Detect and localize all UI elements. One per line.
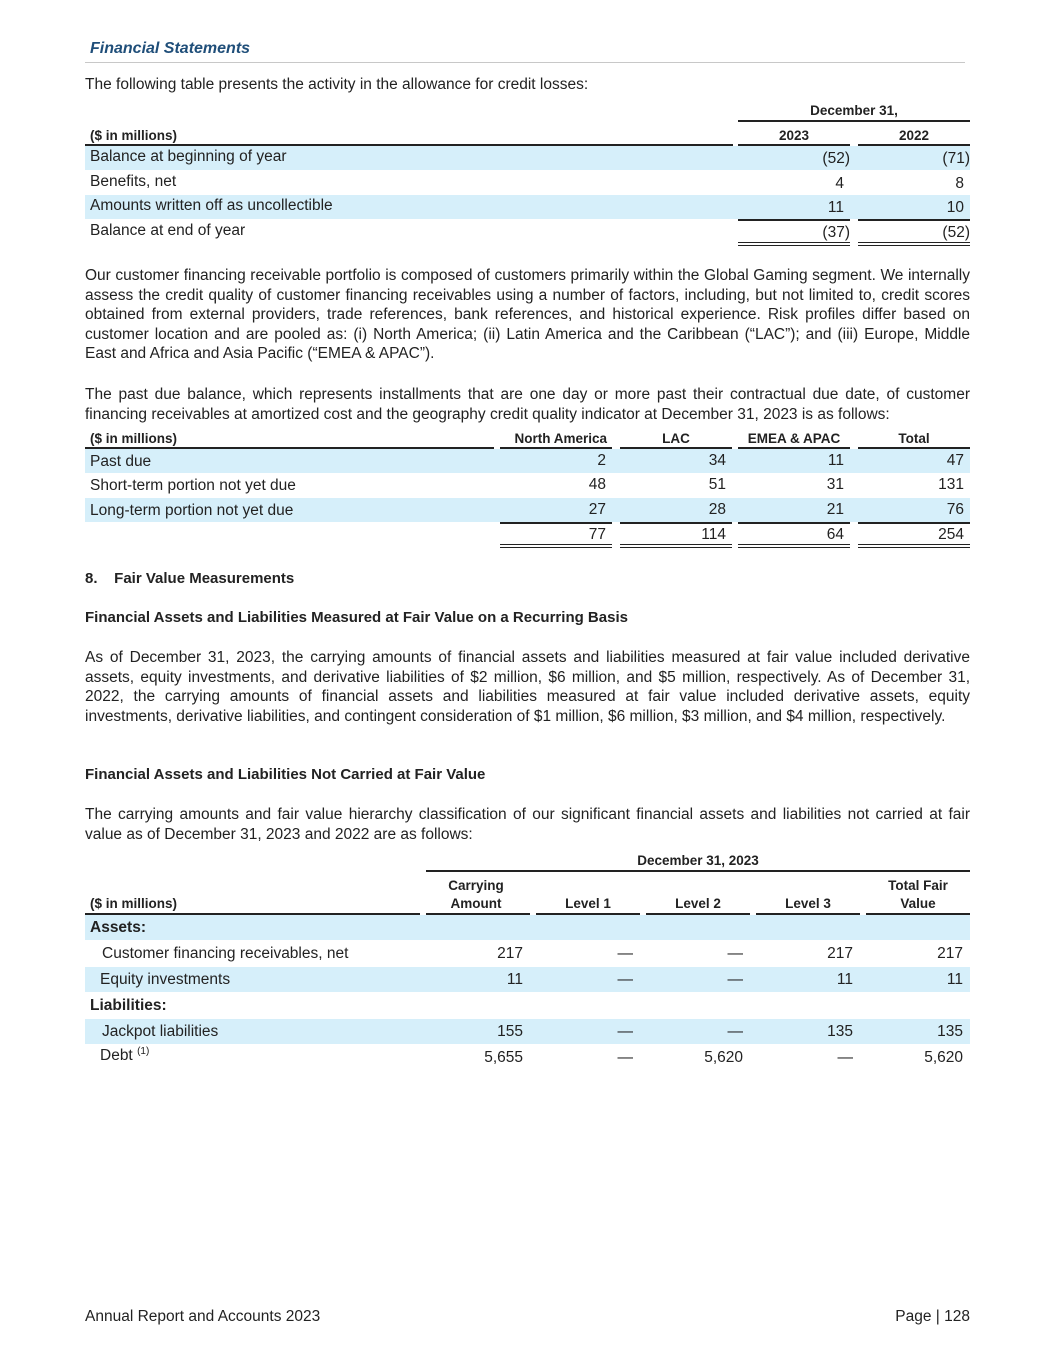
fv-value: —	[617, 1023, 633, 1040]
allowance-year-2022: 2022	[898, 128, 930, 143]
subsection-heading: Financial Assets and Liabilities Not Carried at Fair Value	[85, 766, 486, 783]
past-due-value: 48	[588, 476, 606, 493]
period-underline	[738, 120, 970, 122]
fv-value: 5,620	[924, 1049, 963, 1066]
total-double-underline	[858, 242, 970, 246]
footer-report-title: Annual Report and Accounts 2023	[85, 1308, 321, 1325]
total-double-underline	[620, 544, 732, 548]
fv-value: —	[727, 945, 743, 962]
col-total-line2: Value	[900, 896, 936, 911]
past-due-unit-header: ($ in millions)	[90, 431, 178, 446]
past-due-intro: The past due balance, which represents installments that are one day or more past their contractual due date, of customer financing receivables at amortized cost and the geography credit quality indicator at December 31, 2023 is as follows:	[85, 386, 970, 423]
footnote-marker: (1)	[137, 1046, 150, 1057]
past-due-row-label: Past due	[90, 453, 152, 470]
allowance-value: (52)	[942, 224, 970, 241]
fv-value: 5,620	[704, 1049, 743, 1066]
past-due-total: 77	[588, 526, 606, 543]
col-emea-apac: EMEA & APAC	[747, 431, 841, 446]
subtotal-underline	[738, 219, 850, 221]
header-divider	[85, 62, 965, 63]
fv-row-label: Debt	[100, 1047, 133, 1065]
fv-value: 217	[937, 945, 963, 962]
past-due-total: 254	[938, 526, 964, 543]
past-due-value: 131	[938, 476, 964, 493]
past-due-total: 114	[701, 526, 726, 543]
fv-row-label-debt	[100, 1046, 149, 1065]
total-double-underline	[738, 242, 850, 246]
assets-label: Assets:	[90, 919, 146, 936]
allowance-value: (71)	[942, 150, 970, 167]
subtotal-underline	[858, 219, 970, 221]
allowance-period-header: December 31,	[810, 103, 898, 118]
past-due-row-label: Short-term portion not yet due	[90, 477, 296, 494]
past-due-value: 76	[946, 501, 964, 518]
fv-value: 11	[946, 971, 963, 988]
fv-row-label: Equity investments	[100, 971, 231, 988]
allowance-value: 11	[827, 199, 844, 216]
col-lac: LAC	[662, 431, 690, 446]
allowance-value: 8	[955, 175, 964, 192]
total-double-underline	[738, 544, 850, 548]
total-double-underline	[500, 544, 612, 548]
period-underline	[426, 870, 970, 872]
fv-period-header: December 31, 2023	[637, 853, 759, 868]
past-due-value: 28	[708, 501, 726, 518]
allowance-row-label: Benefits, net	[90, 173, 177, 190]
footer-page-number: Page | 128	[895, 1308, 970, 1325]
fv-value: 155	[497, 1023, 523, 1040]
col-total: Total	[898, 431, 930, 446]
col-carrying-line2: Amount	[450, 896, 502, 911]
col-level-3: Level 3	[785, 896, 831, 911]
fv-value: 135	[827, 1023, 853, 1040]
liabilities-label: Liabilities:	[90, 997, 167, 1014]
past-due-total: 64	[826, 526, 844, 543]
allowance-year-2023: 2023	[778, 128, 810, 143]
past-due-value: 2	[597, 452, 606, 469]
fair-value-paragraph: As of December 31, 2023, the carrying amounts of financial assets and liabilities measured at fair value included derivative assets, equity investments, and derivative liabilities of $2 million, $6 million, and $5 million, respectively. As of December 31, 2022, the carrying amounts of financial assets and liabilities measured at fair value included derivative assets, equity investments, derivative liabilities, and contingent consideration of $1 million, $6 million, $3 million, and $4 million, respectively.	[85, 649, 970, 725]
allowance-row-label: Balance at beginning of year	[90, 148, 287, 165]
portfolio-paragraph: Our customer financing receivable portfolio is composed of customers primarily within the Global Gaming segment. We internally assess the credit quality of customer financing receivables using a number of factors, including, but not limited to, credit scores obtained from external providers, trade references, bank references, and historical experience. Risk profiles differ based on customer location and are pooled as: (i) North America; (ii) Latin America and the Caribbean (“LAC”); and (iii) Europe, Middle East and Africa and Asia Pacific (“EMEA & APAC”).	[85, 267, 970, 363]
fv-value: —	[837, 1049, 853, 1066]
page-header-title: Financial Statements	[90, 40, 251, 57]
past-due-value: 21	[826, 501, 844, 518]
past-due-value: 27	[588, 501, 606, 518]
allowance-intro: The following table presents the activity in the allowance for credit losses:	[85, 76, 589, 93]
total-double-underline	[858, 544, 970, 548]
past-due-value: 31	[826, 476, 844, 493]
allowance-value: 4	[835, 175, 844, 192]
fv-value: 11	[506, 971, 523, 988]
fv-value: —	[617, 1049, 633, 1066]
row-band	[85, 915, 970, 940]
fv-value: —	[617, 971, 633, 988]
fv-value: —	[727, 971, 743, 988]
past-due-value: 47	[946, 452, 964, 469]
allowance-value: (37)	[822, 224, 850, 241]
allowance-value: (52)	[822, 150, 850, 167]
fv-value: 135	[937, 1023, 963, 1040]
subtotal-underline	[500, 522, 612, 524]
allowance-row-label: Balance at end of year	[90, 222, 246, 239]
subsection-heading: Financial Assets and Liabilities Measured at Fair Value on a Recurring Basis	[85, 609, 628, 626]
fv-value: 11	[836, 971, 853, 988]
allowance-value: 10	[946, 199, 964, 216]
col-north-america: North America	[514, 431, 607, 446]
fv-unit-header: ($ in millions)	[90, 896, 178, 911]
col-carrying-line1: Carrying	[448, 878, 504, 893]
subtotal-underline	[858, 522, 970, 524]
allowance-unit-header: ($ in millions)	[90, 128, 178, 143]
col-level-2: Level 2	[675, 896, 721, 911]
col-total-line1: Total Fair	[888, 878, 948, 893]
subtotal-underline	[620, 522, 732, 524]
fv-value: 5,655	[484, 1049, 523, 1066]
past-due-row-label: Long-term portion not yet due	[90, 502, 294, 519]
fv-row-label: Jackpot liabilities	[102, 1023, 219, 1040]
past-due-value: 34	[708, 452, 726, 469]
col-level-1: Level 1	[565, 896, 611, 911]
fv-value: 217	[827, 945, 853, 962]
allowance-row-label: Amounts written off as uncollectible	[90, 197, 333, 214]
past-due-value: 51	[708, 476, 726, 493]
fv-value: —	[727, 1023, 743, 1040]
subtotal-underline	[738, 522, 850, 524]
past-due-value: 11	[827, 452, 844, 469]
fv-value: —	[617, 945, 633, 962]
not-carried-intro: The carrying amounts and fair value hierarchy classification of our significant financial assets and liabilities not carried at fair value as of December 31, 2023 and 2022 are as follows:	[85, 806, 970, 843]
fv-value: 217	[497, 945, 523, 962]
fv-row-label: Customer financing receivables, net	[102, 945, 349, 962]
section-heading: 8. Fair Value Measurements	[85, 570, 295, 587]
